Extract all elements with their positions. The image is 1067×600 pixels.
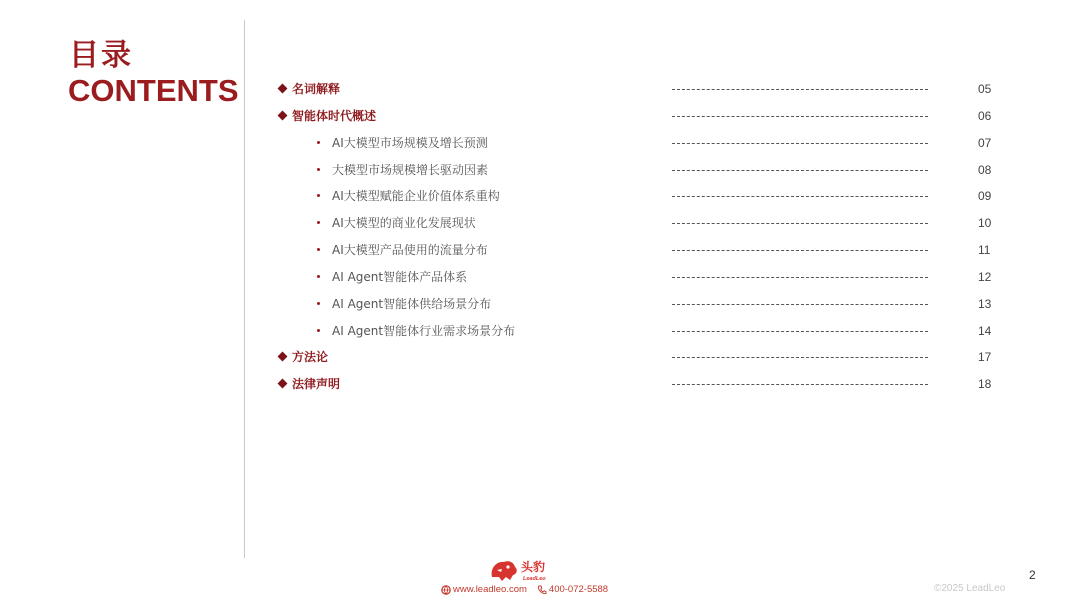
toc-page-number: 18 bbox=[978, 377, 992, 392]
dotted-leader bbox=[672, 357, 928, 358]
dotted-leader bbox=[672, 277, 928, 278]
title-english: CONTENTS bbox=[68, 73, 239, 108]
diamond-bullet-icon bbox=[278, 84, 288, 94]
dot-bullet-icon bbox=[317, 329, 320, 332]
dotted-leader bbox=[672, 143, 928, 144]
toc-subsection-row[interactable] bbox=[0, 183, 1067, 210]
toc-section-row[interactable] bbox=[0, 76, 1067, 103]
toc-entry-label: AI Agent智能体行业需求场景分布 bbox=[332, 323, 516, 338]
dot-bullet-icon bbox=[317, 221, 320, 224]
toc-subsection-row[interactable] bbox=[0, 210, 1067, 237]
dotted-leader bbox=[672, 170, 928, 171]
phone-icon bbox=[537, 585, 547, 595]
dotted-leader bbox=[672, 304, 928, 305]
dot-bullet-icon bbox=[317, 302, 320, 305]
toc-page-number: 05 bbox=[978, 82, 992, 96]
toc-entry-label: AI大模型市场规模及增长预测 bbox=[332, 135, 488, 150]
toc-entry-label: 方法论 bbox=[292, 350, 329, 365]
toc-subsection-row[interactable] bbox=[0, 130, 1067, 157]
toc-entry-label: 大模型市场规模增长驱动因素 bbox=[332, 162, 489, 177]
copyright: ©2025 LeadLeo bbox=[934, 583, 1006, 594]
toc-page-number: 08 bbox=[978, 162, 992, 177]
title-chinese: 目录 bbox=[69, 38, 133, 73]
dotted-leader bbox=[672, 331, 928, 332]
toc-entry-label: AI大模型产品使用的流量分布 bbox=[332, 243, 488, 258]
globe-icon bbox=[441, 585, 451, 595]
toc-section-row[interactable] bbox=[0, 103, 1067, 130]
toc-page-number: 06 bbox=[978, 108, 992, 123]
toc-subsection-row[interactable] bbox=[0, 237, 1067, 264]
dot-bullet-icon bbox=[317, 141, 320, 144]
toc-entry-label: AI Agent智能体供给场景分布 bbox=[332, 296, 492, 311]
toc-subsection-row[interactable] bbox=[0, 318, 1067, 345]
slide-number: 2 bbox=[1029, 568, 1036, 582]
dotted-leader bbox=[672, 196, 928, 197]
toc-entry-label: 法律声明 bbox=[292, 377, 341, 392]
toc-entry-label: AI大模型的商业化发展现状 bbox=[332, 216, 476, 231]
toc-entry-label: 智能体时代概述 bbox=[292, 108, 377, 123]
toc-page-number: 17 bbox=[978, 350, 992, 365]
dotted-leader bbox=[672, 116, 928, 117]
toc-subsection-row[interactable] bbox=[0, 264, 1067, 291]
dot-bullet-icon bbox=[317, 248, 320, 251]
phone-number: 400-072-5588 bbox=[548, 584, 609, 595]
logo-text-en: LeadLeo bbox=[523, 576, 546, 582]
toc-entry-label: AI Agent智能体产品体系 bbox=[332, 269, 468, 284]
footer-contact bbox=[441, 584, 608, 595]
toc-section-row[interactable] bbox=[0, 371, 1067, 398]
dotted-leader bbox=[672, 89, 928, 90]
diamond-bullet-icon bbox=[278, 379, 288, 389]
toc-page-number: 11 bbox=[978, 243, 991, 258]
dot-bullet-icon bbox=[317, 168, 320, 171]
dotted-leader bbox=[672, 250, 928, 251]
diamond-bullet-icon bbox=[278, 352, 288, 362]
toc-entry-label: AI大模型赋能企业价值体系重构 bbox=[332, 189, 500, 204]
toc-page-number: 07 bbox=[978, 135, 992, 150]
leadleo-logo bbox=[488, 557, 558, 585]
toc-subsection-row[interactable] bbox=[0, 291, 1067, 318]
toc-page-number: 14 bbox=[978, 323, 992, 338]
toc-entry-label: 名词解释 bbox=[292, 82, 341, 96]
toc-page-number: 13 bbox=[978, 296, 992, 311]
diamond-bullet-icon bbox=[278, 110, 288, 120]
website-link[interactable]: www.leadleo.com bbox=[453, 584, 527, 595]
toc-page-number: 09 bbox=[978, 189, 992, 204]
table-of-contents bbox=[0, 76, 1067, 398]
toc-page-number: 12 bbox=[978, 269, 992, 284]
toc-section-row[interactable] bbox=[0, 344, 1067, 371]
dotted-leader bbox=[672, 223, 928, 224]
dotted-leader bbox=[672, 384, 928, 385]
logo-text-cn: 头豹 bbox=[521, 560, 546, 574]
dot-bullet-icon bbox=[317, 194, 320, 197]
toc-page-number: 10 bbox=[978, 216, 992, 231]
toc-subsection-row[interactable] bbox=[0, 157, 1067, 184]
dot-bullet-icon bbox=[317, 275, 320, 278]
